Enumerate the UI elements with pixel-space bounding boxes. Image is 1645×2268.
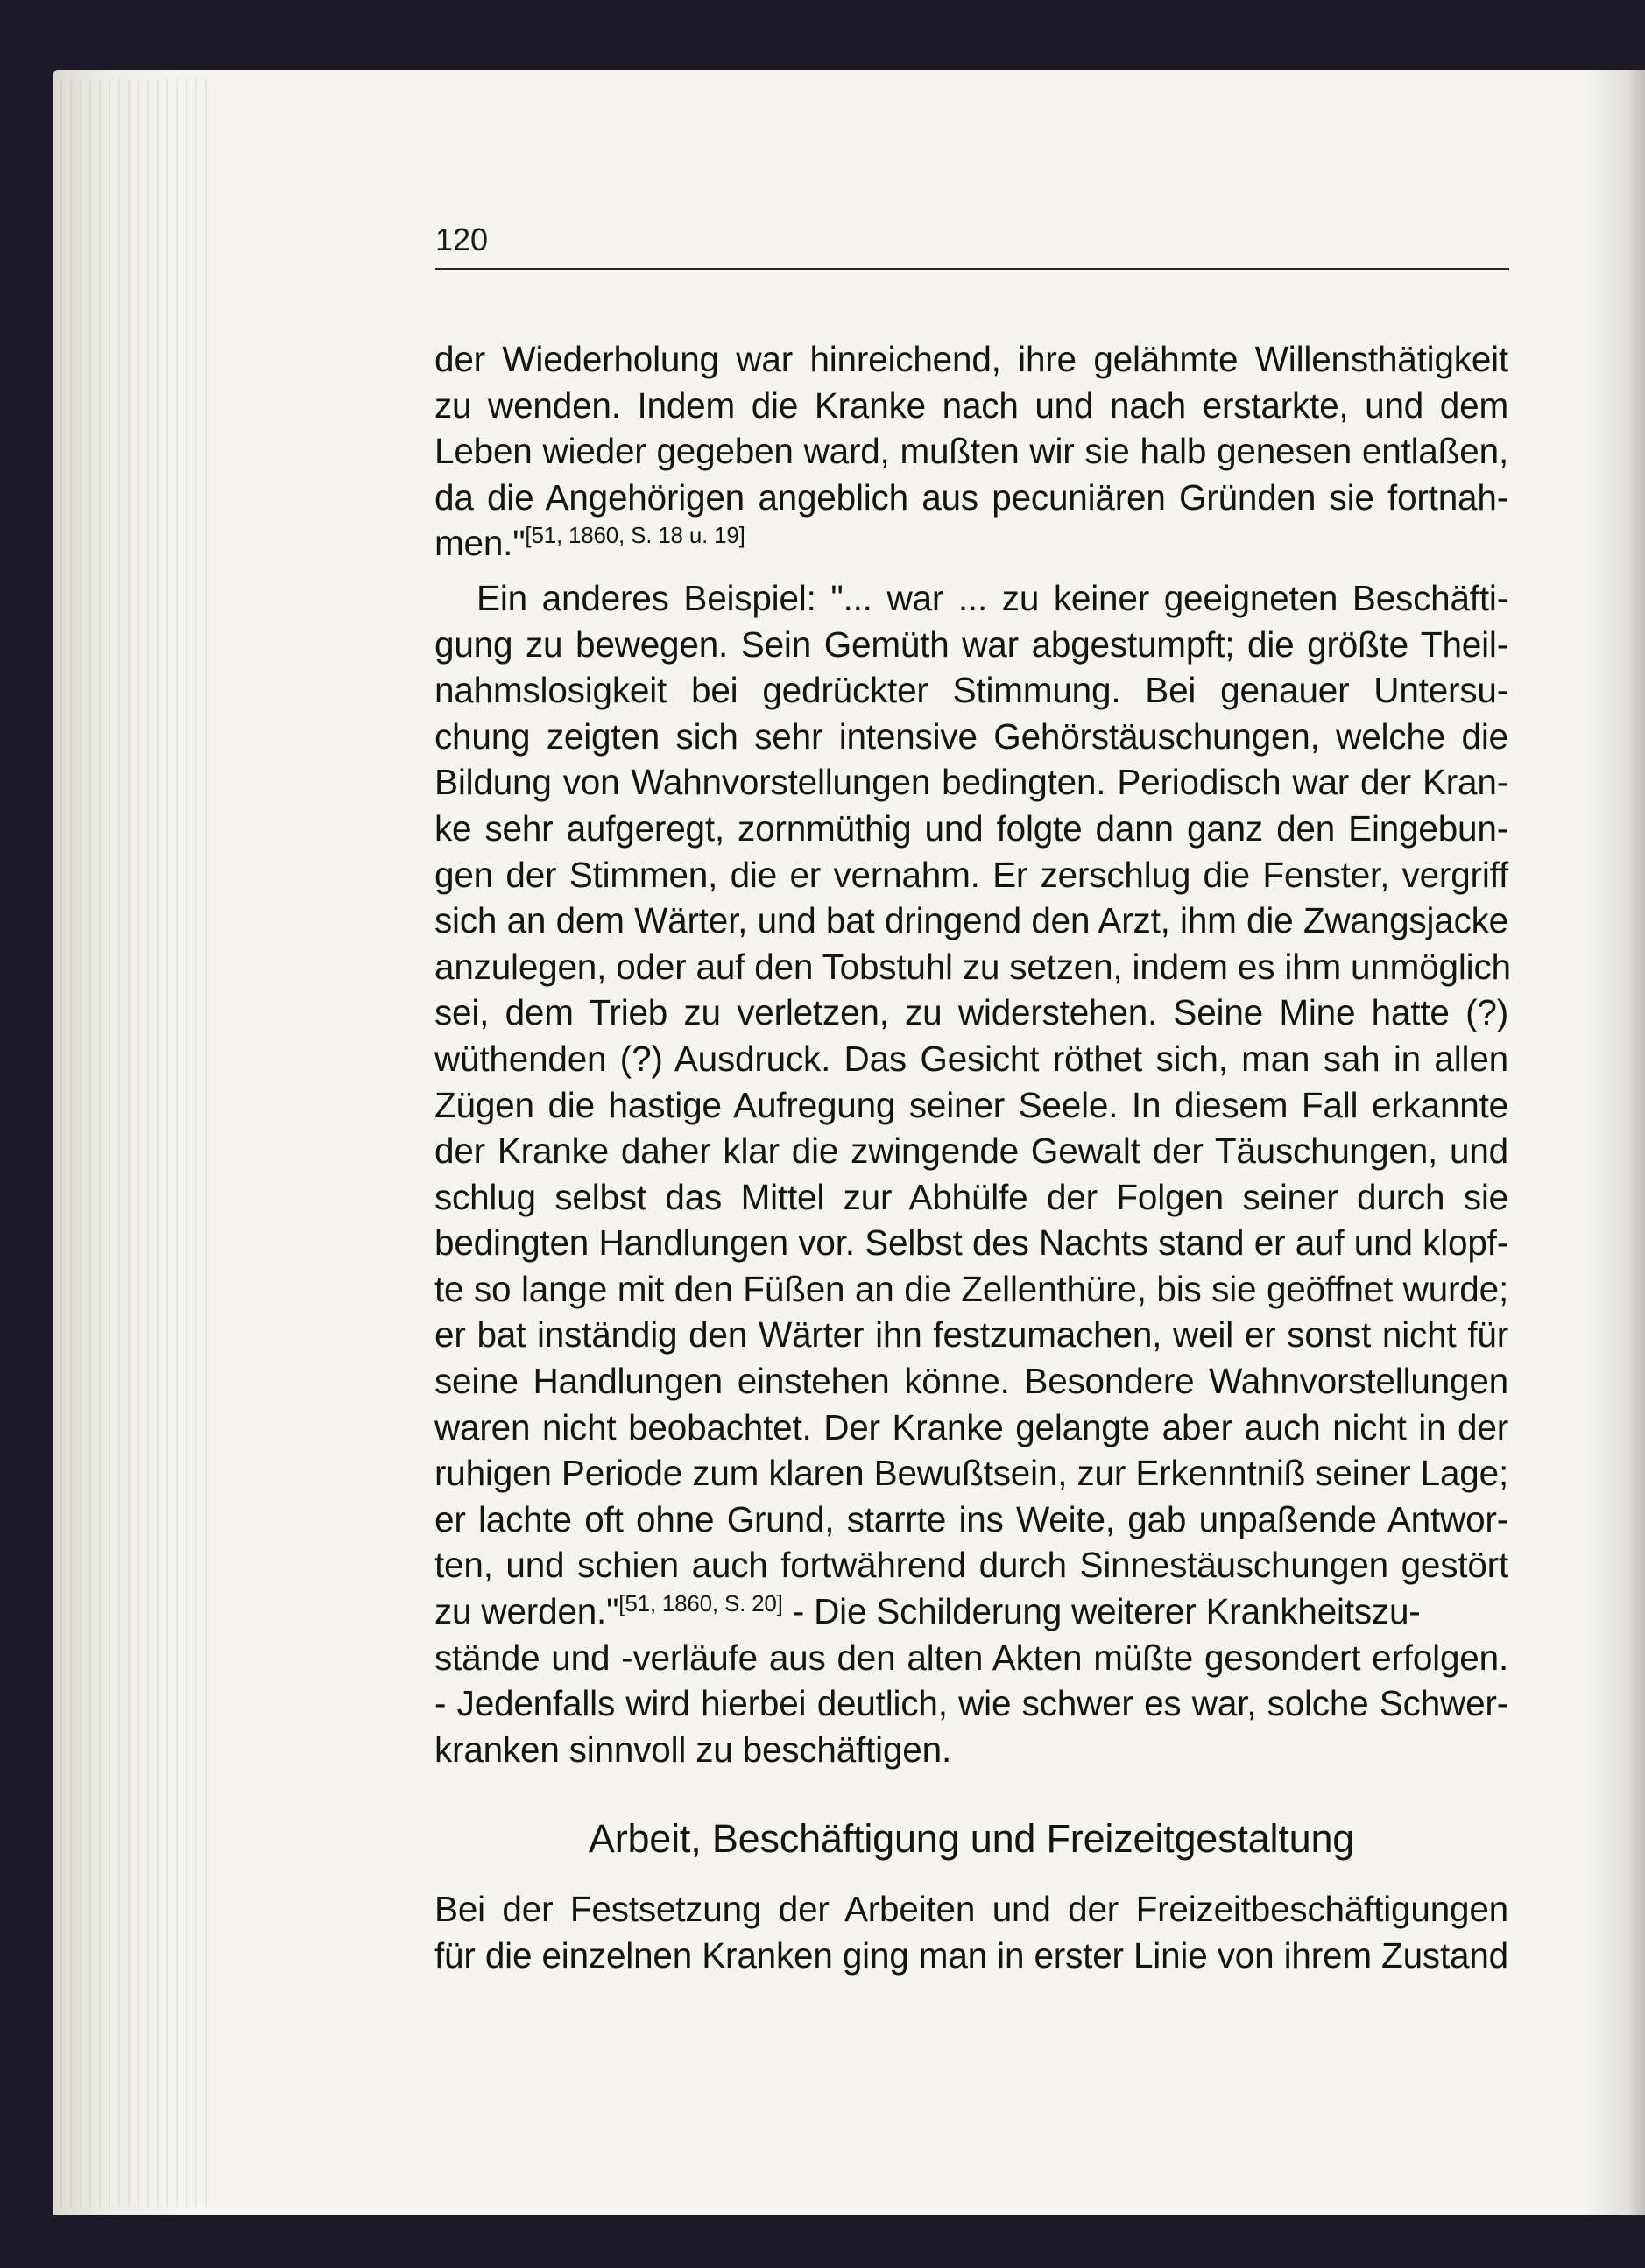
paragraph-gap	[434, 567, 1508, 575]
book-spine-shadow	[1584, 70, 1645, 2215]
text-segment: - Die Schilderung weiterer Krankheitszu-	[782, 1591, 1421, 1632]
text-line: stände und -verläufe aus den alten Akten müßte gesondert erfolgen.	[434, 1637, 1508, 1678]
text-line: wüthenden (?) Ausdruck. Das Gesicht röthet sich, man sah in allen	[434, 1038, 1508, 1079]
text-line: schlug selbst das Mittel zur Abhülfe der Folgen seiner durch sie	[434, 1176, 1508, 1217]
text-line: bedingten Handlungen vor. Selbst des Nachts stand er auf und klopf-	[434, 1222, 1508, 1264]
text-line: er bat inständig den Wärter ihn festzumachen, weil er sonst nicht für	[434, 1314, 1508, 1356]
text-line: waren nicht beobachtet. Der Kranke gelangte aber auch nicht in der	[434, 1406, 1508, 1447]
text-line: - Jedenfalls wird hierbei deutlich, wie schwer es war, solche Schwer-	[434, 1683, 1508, 1724]
body-text	[434, 336, 1511, 1979]
text-line-with-citation	[434, 1588, 1508, 1635]
text-line: für die einzelnen Kranken ging man in erster Linie von ihrem Zustand	[434, 1935, 1508, 1976]
text-line: te so lange mit den Füßen an die Zellenthüre, bis sie geöffnet wurde;	[434, 1268, 1508, 1309]
text-line: gung zu bewegen. Sein Gemüth war abgestumpft; die größte Theil-	[434, 623, 1508, 665]
text-line: Ein anderes Beispiel: "... war ... zu keiner geeigneten Beschäfti-	[477, 577, 1508, 618]
text-line: ke sehr aufgeregt, zornmüthig und folgte dann ganz den Eingebun-	[434, 807, 1508, 849]
text-line: anzulegen, oder auf den Tobstuhl zu setzen, indem es ihm unmöglich	[434, 946, 1511, 987]
text-line-with-citation	[434, 520, 1508, 567]
paragraph-2	[434, 575, 1511, 1772]
text-line: sei, dem Trieb zu verletzen, zu widerstehen. Seine Mine hatte (?)	[434, 992, 1508, 1033]
text-line: zu wenden. Indem die Kranke nach und nach erstarkte, und dem	[434, 384, 1508, 426]
text-line: Bei der Festsetzung der Arbeiten und der Freizeitbeschäftigungen	[434, 1889, 1508, 1930]
text-line: sich an dem Wärter, und bat dringend den Arzt, ihm die Zwangsjacke	[434, 900, 1508, 941]
text-line: ruhigen Periode zum klaren Bewußtsein, zur Erkenntniß seiner Lage;	[434, 1453, 1508, 1494]
page-header	[435, 224, 1509, 256]
section-heading: Arbeit, Beschäftigung und Freizeitgestaltung	[588, 1816, 1355, 1862]
text-line: Leben wieder gegeben ward, mußten wir sie halb genesen entlaßen,	[434, 431, 1508, 472]
text-line: chung zeigten sich sehr intensive Gehörstäuschungen, welche die	[434, 715, 1508, 757]
text-line: er lachte oft ohne Grund, starrte ins Weite, gab unpaßende Antwor-	[434, 1498, 1508, 1539]
header-rule	[435, 268, 1509, 270]
text-line: der Wiederholung war hinreichend, ihre gelähmte Willensthätigkeit	[434, 339, 1508, 379]
text-line: seine Handlungen einstehen könne. Besondere Wahnvorstellungen	[434, 1361, 1508, 1402]
page-number: 120	[435, 222, 489, 257]
paragraph-3	[434, 1886, 1508, 1978]
citation: [51, 1860, S. 20]	[618, 1590, 783, 1617]
text-segment: zu werden."	[434, 1591, 619, 1632]
text-segment: men."	[434, 523, 526, 564]
text-line: Zügen die hastige Aufregung seiner Seele. In diesem Fall erkannte	[434, 1084, 1508, 1125]
text-line: gen der Stimmen, die er vernahm. Er zerschlug die Fenster, vergriff	[434, 854, 1508, 895]
text-line: der Kranke daher klar die zwingende Gewalt der Täuschungen, und	[434, 1130, 1508, 1172]
text-line: ten, und schien auch fortwährend durch Sinnestäuschungen gestört	[434, 1545, 1508, 1586]
paragraph-1	[434, 336, 1508, 567]
page-edge-lines	[53, 79, 219, 2207]
text-line: kranken sinnvoll zu beschäftigen.	[434, 1729, 952, 1770]
text-line: nahmslosigkeit bei gedrückter Stimmung. Bei genauer Untersu-	[434, 670, 1508, 711]
text-line: Bildung von Wahnvorstellungen bedingten. Periodisch war der Kran-	[434, 762, 1508, 803]
citation: [51, 1860, S. 18 u. 19]	[525, 522, 745, 549]
text-line: da die Angehörigen angeblich aus pecuniären Gründen sie fortnah-	[434, 476, 1508, 518]
